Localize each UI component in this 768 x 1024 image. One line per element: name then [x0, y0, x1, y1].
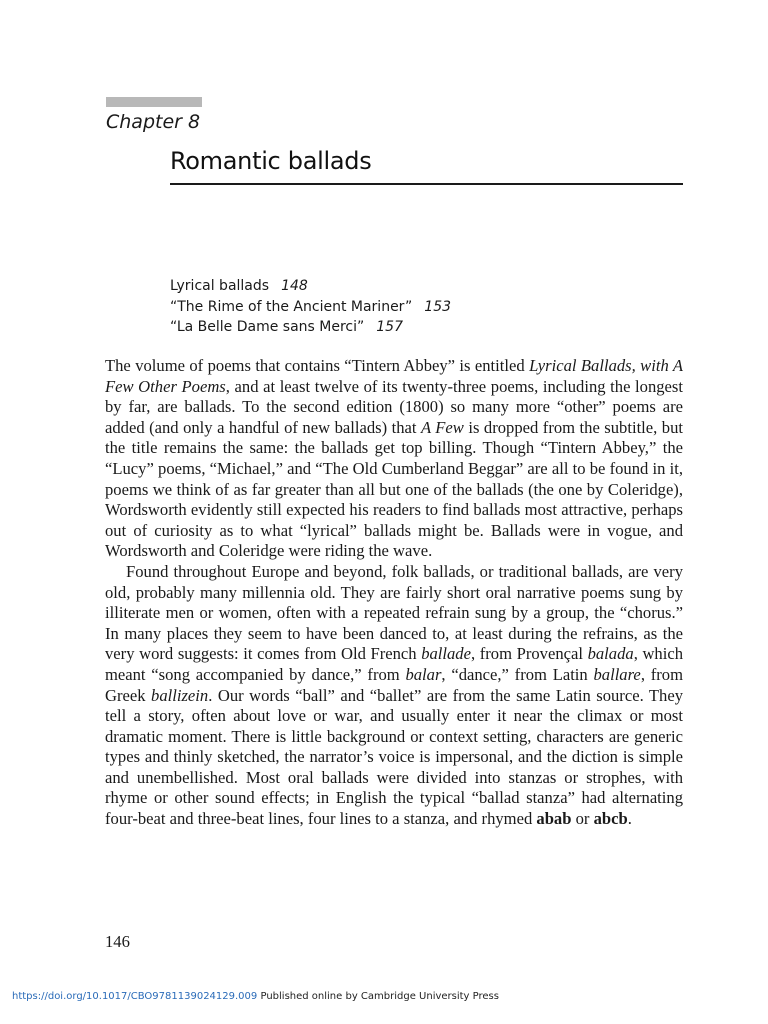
contents-item-title: “The Rime of the Ancient Mariner”: [170, 298, 413, 315]
text-run: . Our words “ball” and “ballet” are from the same Latin source. They tell a story, often about love or war, and usually enter it near the climax or most dramatic moment. There is little background or context setting, characters are generic types and thinly sketched, the narrator’s voice is impersonal, and the diction is simple and unembellished. Most oral ballads were divided into stanzas or strophes, with rhyme or other sound effects; in English the typical “ballad stanza” had alternating four-beat and three-beat lines, four lines to a stanza, and rhymed: [105, 685, 684, 829]
italic-text: Lyrical Ballads, with A Few Other Poems: [105, 356, 683, 396]
footer: [12, 990, 499, 1004]
text-run: , which meant “song accompanied by dance,” from: [105, 644, 684, 684]
contents-item-title: Lyrical ballads: [170, 278, 270, 294]
contents-item-title: “La Belle Dame sans Merci”: [170, 319, 365, 335]
italic-text: balada: [587, 644, 634, 664]
text-run: Found throughout Europe and beyond, folk ballads, or traditional ballads, are very old, probably many millennia old. They are fairly short oral narrative poems sung by illiterate men or women, often with a repeated refrain sung by a group, the “chorus.” In many places they seem to have been danced to, at least during the refrains, as the very word suggests: it comes from Old French: [105, 561, 683, 664]
contents-item-page: 153: [424, 298, 452, 315]
text-run: , from Greek: [105, 664, 683, 705]
publisher-note: Published online by Cambridge University Press: [260, 991, 499, 1002]
text-run: , and at least twelve of its twenty-three poems, including the longest by far, are ballads. To the second edition (1800) so many more “other” poems are added (and only a handful of new ballads) that: [105, 376, 683, 437]
contents-item-page: 148: [281, 278, 308, 294]
paragraph: [105, 356, 683, 562]
bold-text: abab: [536, 809, 572, 829]
contents-item-page: 157: [376, 319, 403, 335]
bold-text: abcb: [593, 809, 628, 829]
text-run: or: [571, 809, 594, 829]
page-number: 146: [105, 932, 130, 951]
chapter-label: Chapter 8: [106, 111, 201, 133]
chapter-bar: [106, 97, 202, 107]
text-run: , “dance,” from Latin: [441, 664, 594, 684]
doi-link[interactable]: https://doi.org/10.1017/CBO9781139024129.009: [12, 991, 258, 1002]
text-run: is dropped from the subtitle, but the title remains the same: the ballads get top billing. Though “Tintern Abbey,” the “Lucy” poems, “Michael,” and “The Old Cumberland Beggar” are all to be found in it, poems we think of as far greater than all but one of the ballads (the one by Coleridge), Wordsworth evidently still expected his readers to find ballads most attractive, perhaps out of curiosity as to what “lyrical” ballads might be. Ballads were in vogue, and Wordsworth and Coleridge were riding the wave.: [105, 417, 684, 561]
italic-text: balar: [405, 664, 442, 684]
chapter-title: Romantic ballads: [170, 147, 372, 175]
chapter-contents: [170, 276, 451, 338]
paragraph: [105, 562, 683, 830]
contents-item[interactable]: [170, 317, 451, 338]
text-run: , from Provençal: [470, 644, 588, 664]
italic-text: ballizein: [151, 685, 209, 705]
italic-text: ballade: [421, 644, 471, 664]
italic-text: ballare: [593, 664, 641, 684]
text-run: The volume of poems that contains “Tintern Abbey” is entitled: [105, 356, 530, 375]
contents-item[interactable]: [170, 297, 451, 318]
contents-item[interactable]: [170, 276, 451, 297]
title-rule: [170, 183, 683, 185]
italic-text: A Few: [420, 417, 464, 437]
body-text: [105, 356, 683, 830]
text-run: .: [627, 809, 632, 829]
